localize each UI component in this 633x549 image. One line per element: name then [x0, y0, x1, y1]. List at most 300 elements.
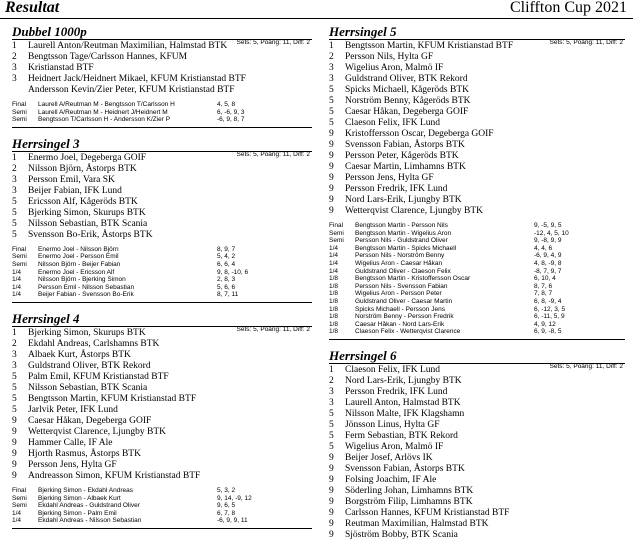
placement-rank: 1 [12, 327, 17, 338]
standings-row [329, 453, 625, 464]
placement-rank: 1 [329, 41, 334, 51]
standings-list [329, 41, 625, 217]
standings-list [12, 41, 312, 96]
match-score: 6, -6, 9, 3 [217, 108, 245, 116]
standings-row [12, 339, 312, 350]
match-score: 6, -12, 3, 5 [534, 305, 566, 313]
match-row [12, 510, 312, 518]
standings-row [329, 129, 625, 140]
match-score: 8, 9, 7 [217, 245, 236, 253]
player-name: Hammer Calle, IF Ale [28, 437, 113, 448]
player-name: Svensson Fabian, Åstorps BTK [345, 463, 465, 474]
placement-rank: 5 [12, 207, 17, 218]
standings-row [12, 63, 312, 74]
placement-rank: 3 [329, 397, 334, 408]
match-round: Semi [329, 237, 344, 245]
standings-row [12, 471, 312, 482]
placement-rank: 5 [12, 382, 17, 393]
standings-row [329, 530, 625, 541]
section-settings: Sets: 5, Poäng: 11, Diff: 2 [549, 362, 623, 370]
match-round: Semi [12, 108, 27, 116]
results-section [12, 311, 312, 529]
player-name: Jarlvik Peter, IFK Lund [28, 404, 118, 415]
player-name: Nilsson Sebastian, BTK Scania [28, 218, 148, 229]
match-score: -6, 9, 8, 7 [217, 116, 245, 124]
player-name: Persson Nils, Hylta GF [345, 52, 434, 62]
standings-row [329, 508, 625, 519]
standings-row [12, 416, 312, 427]
player-name: Persson Peter, Kågeröds BTK [345, 151, 459, 161]
standings-row [329, 184, 625, 195]
standings-row [329, 74, 625, 85]
player-name: Persson Fredrik, IFK Lund [345, 184, 448, 194]
standings-row [329, 431, 625, 442]
placement-rank: 5 [12, 229, 17, 240]
section-divider [12, 302, 312, 303]
match-results [329, 222, 625, 336]
placement-rank: 9 [329, 496, 334, 507]
placement-rank: 2 [12, 163, 17, 174]
match-round: Final [12, 245, 27, 253]
standings-row [12, 186, 312, 197]
standings-row [329, 420, 625, 431]
section-divider [12, 127, 312, 128]
match-row [329, 268, 625, 276]
match-score: 6, 8, -9, 4 [534, 297, 562, 305]
match-row [12, 101, 312, 109]
player-name: Enermo Joel, Degeberga GOIF [28, 152, 147, 163]
player-name: Wigelius Aron, Malmö IF [345, 441, 444, 452]
standings-row [12, 164, 312, 175]
standings-row [329, 398, 625, 409]
placement-rank: 5 [329, 441, 334, 452]
match-round: 1/4 [329, 252, 339, 260]
match-players: Wigelius Aron - Caesar Håkan [355, 259, 443, 267]
match-round: 1/8 [329, 328, 339, 336]
player-name: Kristoffersson Oscar, Degeberga GOIF [345, 129, 494, 139]
match-players: Bengtsson Martin - Spicks Michaell [355, 244, 457, 252]
player-name: Guldstrand Oliver, BTK Rekord [345, 74, 468, 84]
match-players: Enermo Joel - Persson Emil [38, 253, 119, 261]
placement-rank: 5 [12, 393, 17, 404]
placement-rank: 1 [12, 41, 17, 51]
match-row [12, 269, 312, 277]
match-row [329, 222, 625, 230]
player-name: Nord Lars-Erik, Ljungby BTK [345, 375, 462, 386]
standings-row [329, 85, 625, 96]
player-name: Guldstrand Oliver, BTK Rekord [28, 360, 151, 371]
match-score: 5, 6, 6 [217, 283, 236, 291]
player-name: Jönsson Linus, Hylta GF [345, 419, 440, 430]
standings-row [12, 85, 312, 96]
section-settings: Sets: 5, Poäng: 11, Diff: 2 [236, 150, 310, 158]
placement-rank: 9 [329, 474, 334, 485]
player-name: Ekdahl Andreas, Carlshamns BTK [28, 338, 160, 349]
standings-row [329, 162, 625, 173]
placement-rank: 9 [329, 151, 334, 161]
standings-row [329, 107, 625, 118]
match-score: 9, -5, 9, 5 [534, 222, 562, 229]
player-name: Caesar Håkan, Degeberga GOIF [28, 415, 152, 426]
standings-row [329, 486, 625, 497]
match-row [329, 313, 625, 321]
match-score: -6, 9, 9, 11 [217, 517, 248, 525]
section-title: Herrsingel 4 [12, 311, 312, 327]
match-round: Semi [12, 502, 27, 510]
match-score: 8, 7, 11 [217, 291, 239, 299]
match-row [329, 260, 625, 268]
player-name: Laurell Anton/Reutman Maximilian, Halmstad BTK [28, 41, 228, 51]
player-name: Beijer Fabian, IFK Lund [28, 185, 122, 196]
match-round: 1/4 [12, 283, 22, 291]
match-round: 1/4 [12, 268, 22, 276]
placement-rank: 2 [12, 338, 17, 349]
match-row [12, 517, 312, 525]
left-column [12, 24, 312, 537]
match-score: 4, 4, 6 [534, 244, 553, 252]
standings-row [329, 519, 625, 530]
match-players: Guldstrand Oliver - Claeson Felix [355, 267, 451, 275]
match-players: Laurell A/Reutman M - Heidnert J/Heidnert M [38, 108, 168, 116]
match-round: Final [329, 222, 344, 229]
player-name: Caesar Martin, Limhamns BTK [345, 162, 466, 172]
placement-rank: 9 [329, 485, 334, 496]
player-name: Söderling Johan, Limhamns BTK [345, 485, 474, 496]
match-row [329, 298, 625, 306]
placement-rank: 5 [329, 107, 334, 117]
match-row [329, 306, 625, 314]
player-name: Andreasson Simon, KFUM Kristianstad BTF [28, 470, 201, 481]
match-score: 9, 8, -10, 6 [217, 268, 249, 276]
match-results [12, 487, 312, 525]
match-players: Enermo Joel - Ericsson Alf [38, 268, 115, 276]
match-row [329, 290, 625, 298]
match-round: Semi [12, 260, 27, 268]
match-score: 9, 6, 5 [217, 502, 236, 510]
player-name: Wetterqvist Clarence, Ljungby BTK [345, 206, 484, 216]
placement-rank: 9 [329, 452, 334, 463]
match-row [12, 246, 312, 254]
standings-row [12, 460, 312, 471]
match-round: 1/4 [12, 276, 22, 284]
match-players: Ekdahl Andreas - Nilsson Sebastian [38, 517, 142, 525]
placement-rank: 3 [329, 63, 334, 73]
match-players: Caesar Håkan - Nord Lars-Erik [355, 320, 445, 328]
player-name: Beijer Josef, Arlövs IK [345, 452, 433, 463]
placement-rank: 5 [12, 218, 17, 229]
results-section [329, 24, 625, 340]
match-players: Bengtsson Martin - Persson Nils [355, 222, 448, 229]
player-name: Hjorth Rasmus, Åstorps BTK [28, 448, 141, 459]
match-score: -12, 4, 5, 10 [534, 229, 569, 237]
match-round: 1/8 [329, 297, 339, 305]
match-round: 1/8 [329, 290, 339, 298]
match-row [12, 495, 312, 503]
player-name: Bengtsson Tage/Carlsson Hannes, KFUM [28, 52, 188, 62]
match-players: Persson Nils - Guldstrand Oliver [355, 237, 448, 245]
player-name: Claeson Felix, IFK Lund [345, 364, 440, 375]
match-score: 4, 5, 8 [217, 101, 236, 108]
match-round: Semi [12, 494, 27, 502]
standings-row [329, 475, 625, 486]
standings-row [12, 74, 312, 85]
standings-row [329, 140, 625, 151]
right-column [329, 24, 625, 549]
placement-rank: 9 [12, 426, 17, 437]
match-round: 1/4 [329, 267, 339, 275]
match-round: Final [12, 486, 27, 494]
placement-rank: 9 [329, 184, 334, 194]
standings-row [329, 464, 625, 475]
page-title: Resultat [5, 0, 60, 16]
match-row [329, 283, 625, 291]
placement-rank: 9 [329, 529, 334, 540]
match-round: 1/4 [329, 259, 339, 267]
standings-row [329, 173, 625, 184]
match-row [329, 245, 625, 253]
match-round: Final [12, 101, 27, 108]
placement-rank: 9 [329, 129, 334, 139]
player-name: Sjöström Bobby, BTK Scania [345, 529, 458, 540]
player-name: Spicks Michaell, Kågeröds BTK [345, 85, 470, 95]
match-score: 6, 9, -8, 5 [534, 328, 562, 336]
placement-rank: 2 [12, 52, 17, 62]
standings-row [12, 197, 312, 208]
page-header [0, 0, 633, 19]
player-name: Bjerking Simon, Skurups BTK [28, 327, 146, 338]
standings-row [12, 208, 312, 219]
match-round: Semi [12, 116, 27, 124]
placement-rank: 5 [329, 408, 334, 419]
match-row [12, 109, 312, 117]
section-title: Herrsingel 3 [12, 136, 312, 152]
match-row [12, 284, 312, 292]
player-name: Wigelius Aron, Malmö IF [345, 63, 444, 73]
player-name: Svensson Bo-Erik, Åstorps BTK [28, 229, 153, 240]
placement-rank: 9 [329, 173, 334, 183]
player-name: Carlsson Hannes, KFUM Kristianstad BTF [345, 507, 510, 518]
standings-list [329, 362, 625, 541]
standings-row [329, 151, 625, 162]
placement-rank: 5 [12, 404, 17, 415]
player-name: Andersson Kevin/Zier Peter, KFUM Kristianstad BTF [28, 85, 235, 95]
match-row [12, 502, 312, 510]
section-settings: Sets: 5, Poäng: 11, Diff: 2 [549, 39, 623, 46]
standings-row [12, 438, 312, 449]
standings-row [329, 497, 625, 508]
standings-list [12, 150, 312, 241]
standings-row [12, 175, 312, 186]
match-round: Semi [12, 253, 27, 261]
match-score: 4, 8, -9, 8 [534, 259, 562, 267]
match-score: 4, 9, 12 [534, 320, 556, 328]
player-name: Bengtsson Martin, KFUM Kristianstad BTF [345, 41, 514, 51]
placement-rank: 9 [329, 518, 334, 529]
section-settings: Sets: 5, Poäng: 11, Diff: 2 [236, 325, 310, 333]
standings-row [12, 350, 312, 361]
match-score: -8, 7, 9, 7 [534, 267, 562, 275]
match-players: Bjerking Simon - Palm Emil [38, 509, 117, 517]
match-players: Ekdahl Andreas - Guldstrand Oliver [38, 502, 140, 510]
placement-rank: 9 [12, 470, 17, 481]
placement-rank: 5 [329, 430, 334, 441]
player-name: Laurell Anton, Halmstad BTK [345, 397, 461, 408]
standings-row [329, 52, 625, 63]
player-name: Ericsson Alf, Kågeröds BTK [28, 196, 138, 207]
placement-rank: 5 [12, 371, 17, 382]
placement-rank: 9 [329, 507, 334, 518]
match-results [12, 246, 312, 299]
player-name: Borgström Filip, Limhamns BTK [345, 496, 473, 507]
section-title: Herrsingel 6 [329, 348, 625, 364]
player-name: Bjerking Simon, Skurups BTK [28, 207, 146, 218]
player-name: Caesar Håkan, Degeberga GOIF [345, 107, 469, 117]
standings-row [329, 376, 625, 387]
section-divider [329, 339, 625, 340]
match-score: 6, -11, 5, 9 [534, 313, 565, 321]
player-name: Reutman Maximilian, Halmstad BTK [345, 518, 489, 529]
placement-rank: 3 [12, 174, 17, 185]
section-divider [12, 528, 312, 529]
placement-rank: 1 [12, 152, 17, 163]
match-players: Beijer Fabian - Svensson Bo-Erik [38, 291, 134, 299]
placement-rank: 2 [329, 52, 334, 62]
standings-row [329, 387, 625, 398]
placement-rank: 5 [329, 96, 334, 106]
standings-row [12, 427, 312, 438]
placement-rank: 3 [329, 386, 334, 397]
placement-rank: 9 [12, 415, 17, 426]
placement-rank: 2 [329, 375, 334, 386]
player-name: Persson Emil, Vara SK [28, 174, 115, 185]
match-round: 1/8 [329, 275, 339, 283]
match-players: Claeson Felix - Wetterqvist Clarence [355, 328, 461, 336]
placement-rank: 9 [329, 206, 334, 216]
section-title: Herrsingel 5 [329, 24, 625, 40]
standings-row [12, 372, 312, 383]
match-row [12, 116, 312, 124]
match-row [329, 252, 625, 260]
standings-row [329, 118, 625, 129]
match-row [12, 291, 312, 299]
placement-rank: 9 [12, 448, 17, 459]
player-name: Heidnert Jack/Heidnert Mikael, KFUM Kristianstad BTF [28, 74, 246, 84]
placement-rank: 5 [329, 419, 334, 430]
standings-row [12, 383, 312, 394]
match-row [329, 275, 625, 283]
player-name: Albaek Kurt, Åstorps BTK [28, 349, 131, 360]
player-name: Nilsson Malte, IFK Klagshamn [345, 408, 465, 419]
match-round: 1/8 [329, 305, 339, 313]
placement-rank: 5 [329, 118, 334, 128]
results-section [12, 24, 312, 128]
player-name: Svensson Fabian, Åstorps BTK [345, 140, 465, 150]
standings-row [12, 394, 312, 405]
player-name: Wetterqvist Clarence, Ljungby BTK [28, 426, 167, 437]
match-players: Nilsson Björn - Beijer Fabian [38, 260, 121, 268]
player-name: Nord Lars-Erik, Ljungby BTK [345, 195, 462, 205]
standings-row [12, 361, 312, 372]
match-results [12, 101, 312, 124]
match-round: 1/8 [329, 320, 339, 328]
standings-row [329, 206, 625, 217]
match-score: 5, 4, 2 [217, 253, 236, 261]
placement-rank: 3 [12, 360, 17, 371]
placement-rank: 5 [12, 196, 17, 207]
standings-row [12, 230, 312, 241]
match-round: 1/8 [329, 282, 339, 290]
match-round: Semi [329, 229, 344, 237]
results-section [329, 348, 625, 541]
match-row [329, 230, 625, 238]
match-players: Nilsson Björn - Bjerking Simon [38, 276, 126, 284]
match-score: 5, 3, 2 [217, 486, 236, 494]
match-players: Spicks Michaell - Persson Jens [355, 305, 445, 313]
match-score: 6, 6, 4 [217, 260, 236, 268]
standings-row [12, 449, 312, 460]
placement-rank: 3 [329, 74, 334, 84]
match-players: Laurell A/Reutman M - Bengtsson T/Carlsson H [38, 101, 175, 108]
standings-list [12, 325, 312, 482]
match-row [329, 328, 625, 336]
placement-rank: 3 [12, 74, 17, 84]
match-score: 9, 14, -9, 12 [217, 494, 252, 502]
player-name: Nilsson Sebastian, BTK Scania [28, 382, 148, 393]
match-players: Bengtsson Martin - Wigelius Aron [355, 229, 452, 237]
match-players: Persson Nils - Norström Benny [355, 252, 445, 260]
standings-row [12, 52, 312, 63]
match-row [12, 253, 312, 261]
standings-row [329, 63, 625, 74]
match-players: Bengtsson T/Carlsson H - Andersson K/Zier P [38, 116, 171, 124]
player-name: Folsing Joachim, IF Ale [345, 474, 437, 485]
match-row [12, 276, 312, 284]
match-row [12, 487, 312, 495]
placement-rank: 5 [329, 85, 334, 95]
placement-rank: 9 [329, 463, 334, 474]
match-score: 7, 8, 7 [534, 290, 553, 298]
match-row [12, 261, 312, 269]
player-name: Persson Jens, Hylta GF [28, 459, 117, 470]
match-score: -6, 9, 4, 9 [534, 252, 562, 260]
player-name: Claeson Felix, IFK Lund [345, 118, 440, 128]
results-section [12, 136, 312, 303]
match-row [329, 321, 625, 329]
match-round: 1/8 [329, 313, 339, 321]
match-players: Bengtsson Martin - Kristoffersson Oscar [355, 275, 471, 283]
match-round: 1/4 [329, 244, 339, 252]
player-name: Kristianstad BTF [28, 63, 94, 73]
match-score: 2, 8, 3 [217, 276, 236, 284]
player-name: Persson Fredrik, IFK Lund [345, 386, 448, 397]
standings-row [329, 195, 625, 206]
match-round: 1/4 [12, 291, 22, 299]
standings-row [329, 409, 625, 420]
match-players: Bjerking Simon - Albaek Kurt [38, 494, 121, 502]
player-name: Norström Benny, Kågeröds BTK [345, 96, 471, 106]
placement-rank: 9 [329, 140, 334, 150]
match-players: Persson Nils - Svensson Fabian [355, 282, 448, 290]
match-players: Enermo Joel - Nilsson Björn [38, 245, 119, 253]
match-score: 8, 7, 6 [534, 282, 553, 290]
placement-rank: 3 [12, 349, 17, 360]
placement-rank: 9 [329, 162, 334, 172]
standings-row [329, 442, 625, 453]
placement-rank [12, 85, 28, 96]
match-score: 6, 7, 8 [217, 509, 236, 517]
standings-row [12, 219, 312, 230]
match-score: 6, 10, 4 [534, 275, 556, 283]
